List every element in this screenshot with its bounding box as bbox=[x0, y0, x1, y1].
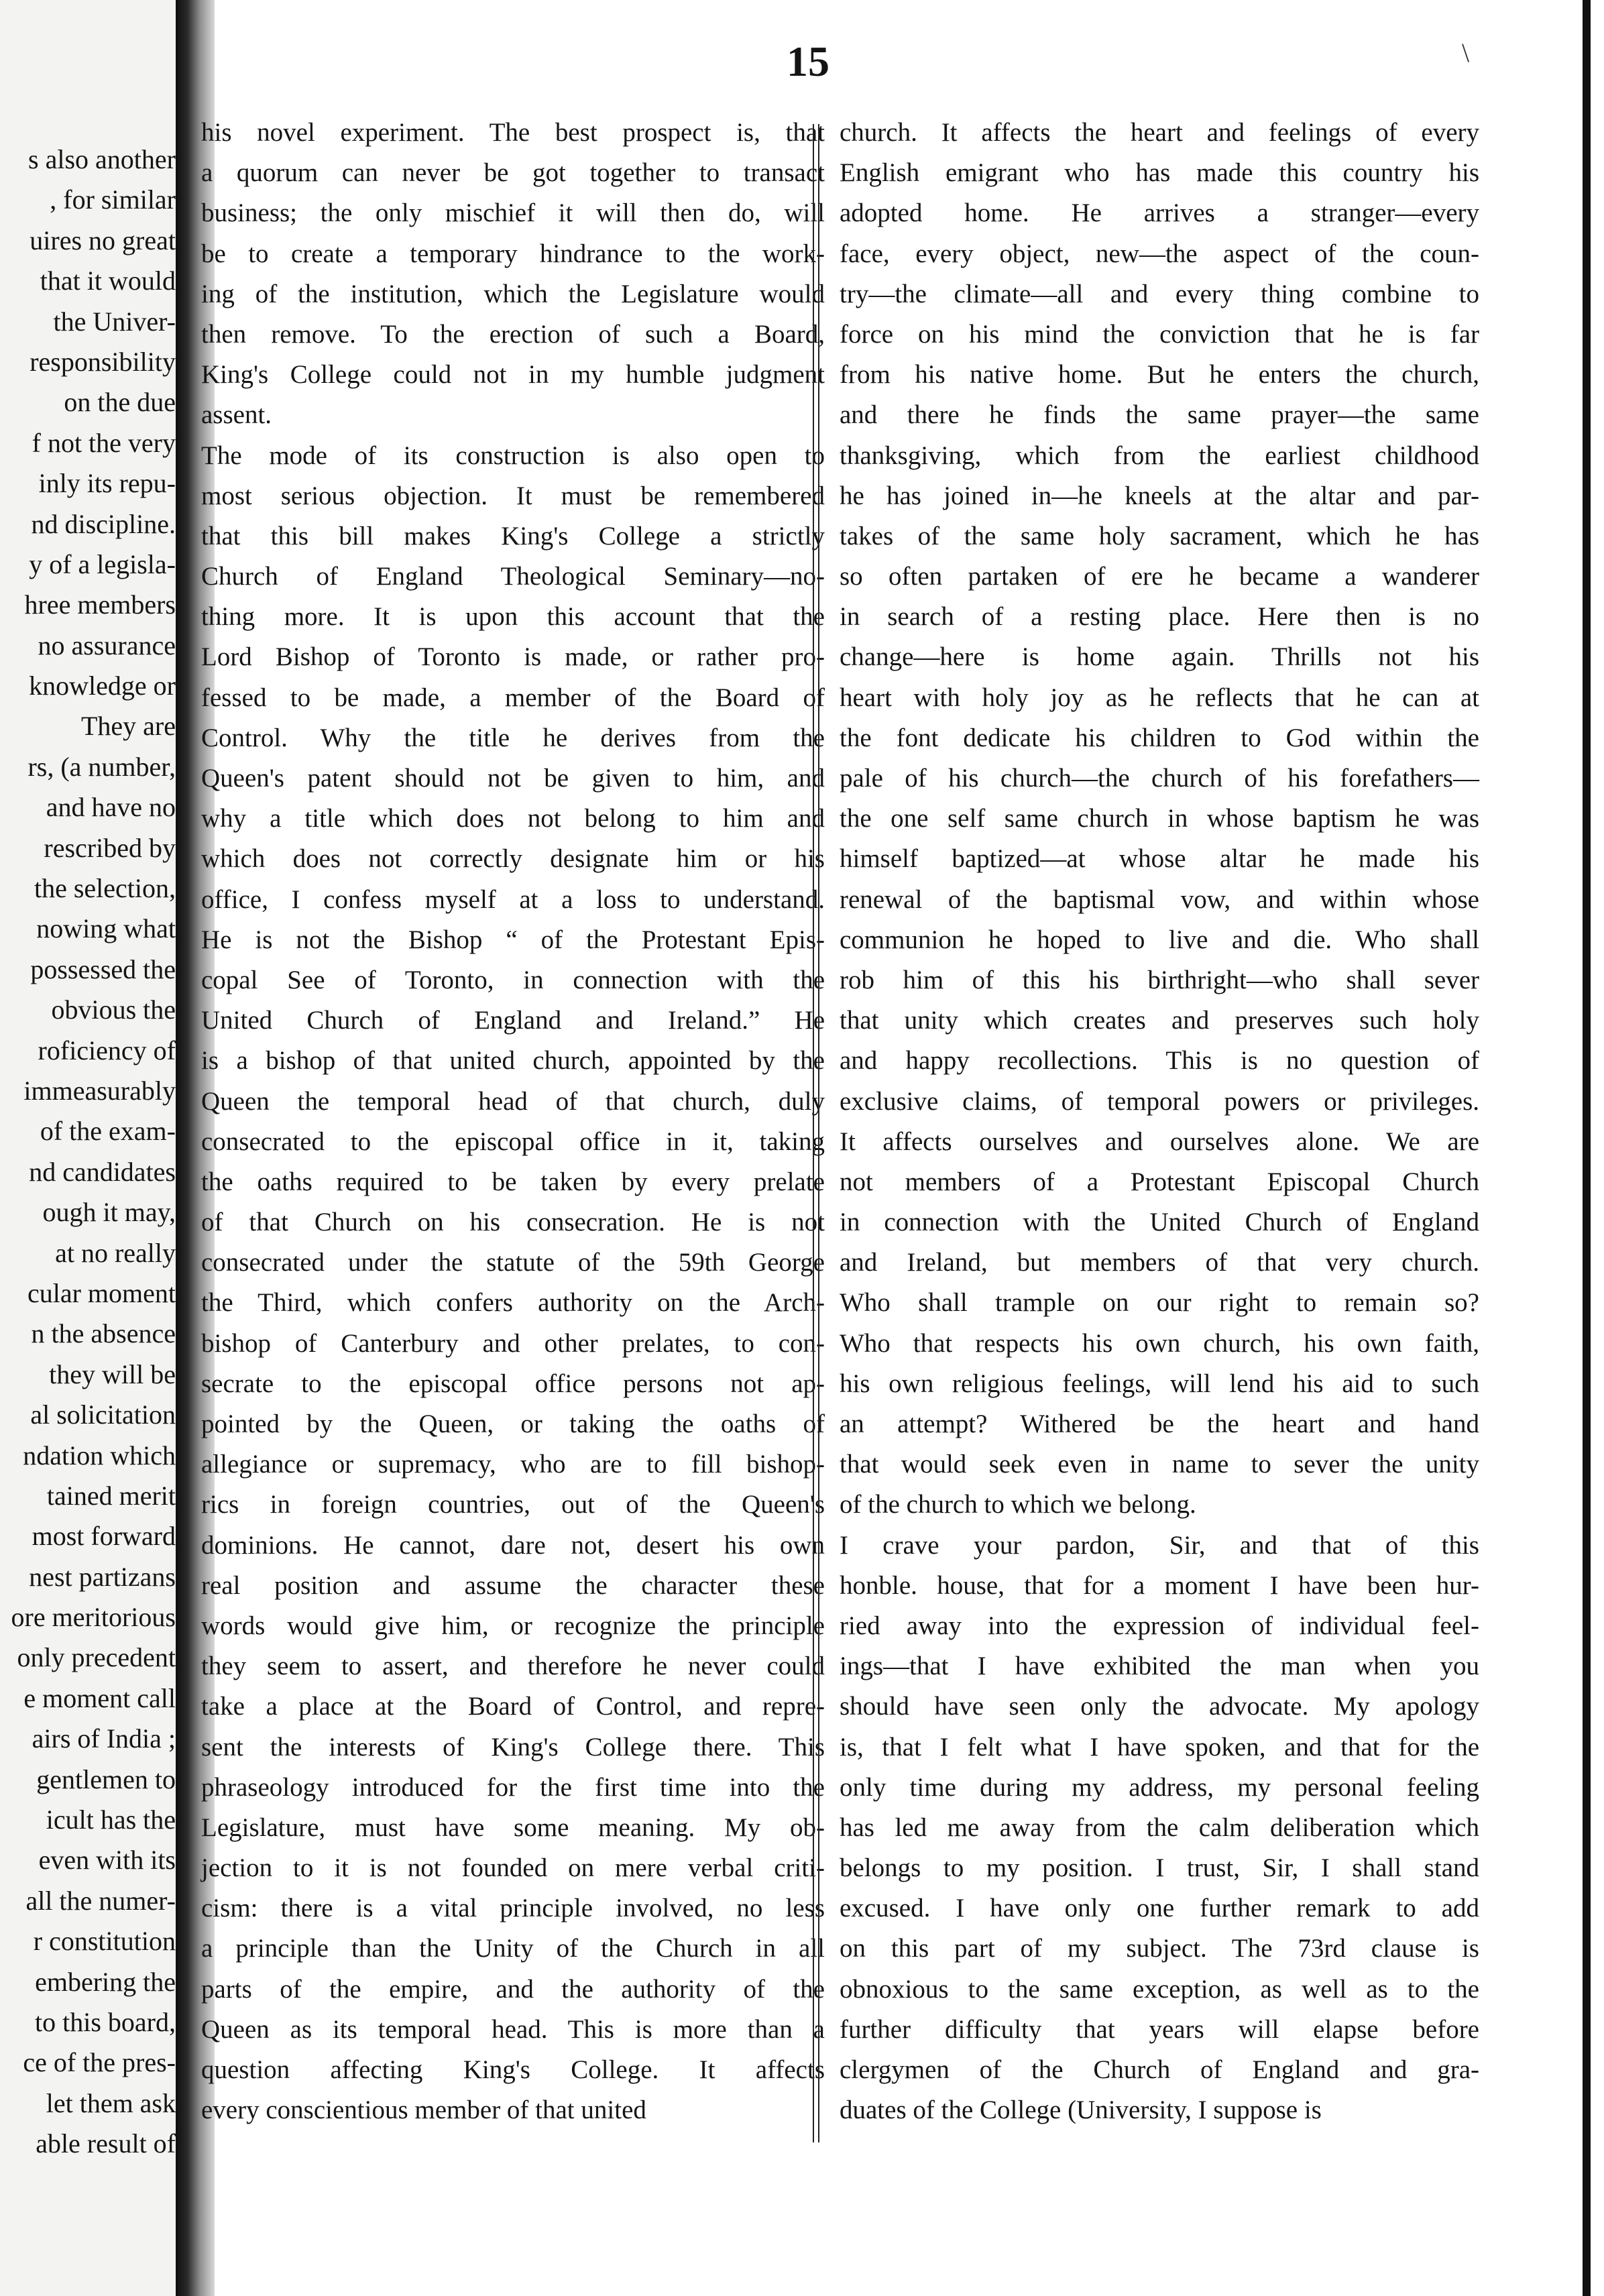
text-line: Lord Bishop of Toronto is made, or rather pro- bbox=[201, 642, 825, 672]
previous-page-line: nowing what bbox=[36, 913, 176, 944]
text-line: a quorum can never be got together to transact bbox=[201, 158, 825, 188]
text-line: adopted home. He arrives a stranger—every bbox=[840, 198, 1479, 228]
text-line: King's College could not in my humble judgment bbox=[201, 360, 825, 390]
text-line: the oaths required to be taken by every prelate bbox=[201, 1167, 825, 1196]
text-line: Queen the temporal head of that church, duly bbox=[201, 1086, 825, 1116]
previous-page-line: ore meritorious bbox=[11, 1602, 176, 1633]
text-line: Control. Why the title he derives from the bbox=[201, 723, 825, 752]
previous-page-line: inly its repu- bbox=[38, 468, 176, 499]
text-line: assent. bbox=[201, 400, 272, 430]
left-text-column bbox=[201, 113, 825, 2130]
text-line: an attempt? Withered be the heart and hand bbox=[840, 1410, 1479, 1438]
text-line: ried away into the expression of individual feel- bbox=[840, 1611, 1479, 1640]
text-line: clergymen of the Church of England and gra- bbox=[840, 2055, 1479, 2084]
text-line: on this part of my subject. The 73rd clause is bbox=[840, 1934, 1479, 1963]
text-line: thing more. It is upon this account that the bbox=[201, 602, 825, 632]
previous-page-line: nest partizans bbox=[29, 1561, 176, 1592]
text-line: He is not the Bishop “ of the Protestant Epis- bbox=[201, 925, 825, 954]
previous-page-line: ndation which bbox=[23, 1440, 176, 1471]
text-line: he has joined in—he kneels at the altar and par- bbox=[840, 481, 1479, 510]
text-line: communion he hoped to live and die. Who shall bbox=[840, 925, 1479, 954]
previous-page-line: on the due bbox=[64, 387, 176, 418]
previous-page-line: possessed the bbox=[30, 954, 176, 984]
previous-page-line: al solicitation bbox=[30, 1399, 176, 1430]
previous-page-line: the selection, bbox=[34, 873, 176, 904]
previous-page-line: and have no bbox=[46, 792, 176, 823]
previous-page-line: n the absence bbox=[31, 1318, 176, 1349]
previous-page-line: hree members bbox=[24, 589, 176, 620]
text-line: copal See of Toronto, in connection with the bbox=[201, 965, 825, 994]
text-line: which does not correctly designate him or his bbox=[201, 844, 825, 874]
text-line: should have seen only the advocate. My apology bbox=[840, 1692, 1479, 1721]
edge-mark: \ bbox=[1462, 38, 1470, 68]
previous-page-line: s also another bbox=[28, 144, 176, 174]
text-line: ings—that I have exhibited the man when you bbox=[840, 1652, 1479, 1681]
text-line: jection to it is not founded on mere verbal criti- bbox=[201, 1853, 825, 1883]
text-line: only time during my address, my personal feeling bbox=[840, 1772, 1479, 1802]
previous-page-line: icult has the bbox=[46, 1804, 176, 1835]
text-line: force on his mind the conviction that he is far bbox=[840, 319, 1479, 349]
text-line: why a title which does not belong to him and bbox=[201, 804, 825, 834]
text-line: fessed to be made, a member of the Board of bbox=[201, 683, 825, 712]
previous-page-line: roficiency of bbox=[38, 1035, 176, 1066]
previous-page-line: tained merit bbox=[46, 1480, 176, 1511]
text-line: business; the only mischief it will then do, will bbox=[201, 198, 825, 228]
previous-page-line: embering the bbox=[35, 1966, 176, 1997]
previous-page-line: y of a legisla- bbox=[29, 549, 176, 579]
previous-page-line: they will be bbox=[49, 1359, 176, 1389]
text-line: his novel experiment. The best prospect is, that bbox=[201, 118, 825, 147]
text-line: his own religious feelings, will lend his aid to such bbox=[840, 1369, 1479, 1398]
previous-page-line: immeasurably bbox=[23, 1075, 176, 1106]
text-line: obnoxious to the same exception, as well as to the bbox=[840, 1974, 1479, 2004]
text-line: not members of a Protestant Episcopal Church bbox=[840, 1167, 1479, 1196]
text-line: the font dedicate his children to God within the bbox=[840, 723, 1479, 752]
text-line: heart with holy joy as he reflects that he can at bbox=[840, 683, 1479, 712]
previous-page-line: uires no great bbox=[30, 225, 176, 255]
previous-page-line: They are bbox=[80, 711, 176, 742]
previous-page-line: ough it may, bbox=[42, 1197, 176, 1228]
text-line: and happy recollections. This is no question of bbox=[840, 1046, 1479, 1076]
text-line: be to create a temporary hindrance to the work- bbox=[201, 239, 825, 268]
text-line: in connection with the United Church of England bbox=[840, 1208, 1479, 1237]
text-line: The mode of its construction is also open to bbox=[201, 441, 825, 470]
text-line: Queen's patent should not be given to him, and bbox=[201, 764, 825, 793]
text-line: cism: there is a vital principle involved, no less bbox=[201, 1894, 825, 1923]
text-line: a principle than the Unity of the Church in all bbox=[201, 1934, 825, 1963]
text-line: Who shall trample on our right to remain so? bbox=[840, 1288, 1479, 1318]
paragraph bbox=[201, 436, 825, 2131]
text-line: pale of his church—the church of his forefathers— bbox=[840, 764, 1479, 793]
previous-page-line: of the exam- bbox=[40, 1116, 176, 1147]
previous-page-line: able result of bbox=[36, 2128, 176, 2159]
text-line: thanksgiving, which from the earliest childhood bbox=[840, 441, 1479, 470]
text-line: honble. house, that for a moment I have been hur- bbox=[840, 1570, 1479, 1600]
previous-page-line: even with its bbox=[38, 1845, 176, 1876]
text-line: face, every object, new—the aspect of the coun- bbox=[840, 239, 1479, 268]
text-line: himself baptized—at whose altar he made his bbox=[840, 844, 1479, 874]
previous-page-line: gentlemen to bbox=[36, 1764, 176, 1794]
text-line: takes of the same holy sacrament, which he has bbox=[840, 521, 1479, 551]
text-line: take a place at the Board of Control, and repre- bbox=[201, 1692, 825, 1721]
text-line: exclusive claims, of temporal powers or privileges. bbox=[840, 1086, 1479, 1116]
text-line: question affecting King's College. It affects bbox=[201, 2055, 825, 2084]
text-line: from his native home. But he enters the church, bbox=[840, 360, 1479, 390]
text-line: the Third, which confers authority on the Arch- bbox=[201, 1288, 825, 1318]
text-line: change—here is home again. Thrills not his bbox=[840, 642, 1479, 672]
text-line: and Ireland, but members of that very church. bbox=[840, 1248, 1479, 1277]
text-line: consecrated to the episcopal office in it, taking bbox=[201, 1127, 825, 1156]
text-line: Who that respects his own church, his own faith, bbox=[840, 1328, 1479, 1358]
text-line: they seem to assert, and therefore he never could bbox=[201, 1652, 825, 1681]
text-line: that would seek even in name to sever the unity bbox=[840, 1450, 1479, 1479]
text-line: most serious objection. It must be remembered bbox=[201, 481, 825, 510]
previous-page-line: rs, (a number, bbox=[27, 751, 176, 782]
text-line: and there he finds the same prayer—the same bbox=[840, 400, 1479, 430]
text-line: renewal of the baptismal vow, and within whose bbox=[840, 884, 1479, 914]
right-text-column bbox=[840, 113, 1479, 2130]
previous-page-line: e moment call bbox=[23, 1682, 176, 1713]
text-line: Church of England Theological Seminary—no- bbox=[201, 562, 825, 591]
previous-page-line: at no really bbox=[55, 1237, 176, 1268]
text-line: words would give him, or recognize the principle bbox=[201, 1611, 825, 1640]
text-line: is, that I felt what I have spoken, and that for the bbox=[840, 1732, 1479, 1762]
text-line: duates of the College (University, I suppose is bbox=[840, 2096, 1322, 2125]
text-line: It affects ourselves and ourselves alone. We are bbox=[840, 1127, 1479, 1156]
previous-page-line: most forward bbox=[32, 1521, 176, 1552]
text-line: pointed by the Queen, or taking the oaths of bbox=[201, 1410, 825, 1438]
text-line: church. It affects the heart and feelings of every bbox=[840, 118, 1479, 147]
text-line: dominions. He cannot, dare not, desert his own bbox=[201, 1530, 825, 1560]
text-line: rics in foreign countries, out of the Queen's bbox=[201, 1490, 825, 1519]
previous-page-fragment bbox=[0, 0, 176, 2296]
text-line: sent the interests of King's College there. This bbox=[201, 1732, 825, 1762]
text-line: real position and assume the character these bbox=[201, 1570, 825, 1600]
text-line: has led me away from the calm deliberation which bbox=[840, 1813, 1479, 1842]
text-line: ing of the institution, which the Legislature would bbox=[201, 279, 825, 308]
page-number: 15 bbox=[787, 38, 829, 85]
page-edge bbox=[1583, 0, 1591, 2296]
previous-page-line: nd discipline. bbox=[31, 508, 176, 539]
previous-page-column bbox=[0, 139, 176, 2165]
text-line: that unity which creates and preserves such holy bbox=[840, 1006, 1479, 1035]
text-line: consecrated under the statute of the 59th George bbox=[201, 1248, 825, 1277]
previous-page-line: rescribed by bbox=[44, 832, 176, 863]
text-line: then remove. To the erection of such a Board, bbox=[201, 319, 825, 349]
previous-page-line: let them ask bbox=[46, 2087, 176, 2118]
previous-page-line: knowledge or bbox=[29, 671, 176, 701]
text-line: phraseology introduced for the first time into the bbox=[201, 1772, 825, 1802]
text-line: United Church of England and Ireland.” He bbox=[201, 1006, 825, 1035]
text-line: bishop of Canterbury and other prelates, to con- bbox=[201, 1328, 825, 1358]
text-line: secrate to the episcopal office persons not ap- bbox=[201, 1369, 825, 1398]
text-line: of that Church on his consecration. He is not bbox=[201, 1208, 825, 1237]
previous-page-line: cular moment bbox=[27, 1277, 176, 1308]
previous-page-line: , for similar bbox=[50, 184, 176, 215]
text-line: office, I confess myself at a loss to understand. bbox=[201, 884, 825, 914]
text-line: excused. I have only one further remark to add bbox=[840, 1894, 1479, 1923]
text-line: try—the climate—all and every thing combine to bbox=[840, 279, 1479, 308]
text-line: of the church to which we belong. bbox=[840, 1490, 1196, 1519]
text-line: I crave your pardon, Sir, and that of this bbox=[840, 1530, 1479, 1560]
previous-page-line: no assurance bbox=[38, 630, 176, 661]
text-line: in search of a resting place. Here then is no bbox=[840, 602, 1479, 632]
text-line: English emigrant who has made this country his bbox=[840, 158, 1479, 188]
text-line: parts of the empire, and the authority of the bbox=[201, 1974, 825, 2004]
paragraph bbox=[840, 1526, 1479, 2131]
text-line: allegiance or supremacy, who are to fill bishop- bbox=[201, 1450, 825, 1479]
previous-page-line: airs of India ; bbox=[32, 1723, 176, 1754]
text-line: further difficulty that years will elapse before bbox=[840, 2014, 1479, 2044]
previous-page-line: the Univer- bbox=[53, 306, 176, 337]
previous-page-line: ce of the pres- bbox=[23, 2047, 176, 2078]
previous-page-line: obvious the bbox=[51, 994, 176, 1025]
text-line: is a bishop of that united church, appointed by the bbox=[201, 1046, 825, 1076]
text-line: the one self same church in whose baptism he was bbox=[840, 804, 1479, 834]
text-line: rob him of this his birthright—who shall sever bbox=[840, 965, 1479, 994]
previous-page-line: f not the very bbox=[32, 427, 176, 458]
text-line: belongs to my position. I trust, Sir, I shall stand bbox=[840, 1853, 1479, 1883]
text-line: that this bill makes King's College a strictly bbox=[201, 521, 825, 551]
text-line: so often partaken of ere he became a wanderer bbox=[840, 562, 1479, 591]
text-line: Legislature, must have some meaning. My ob- bbox=[201, 1813, 825, 1842]
paragraph bbox=[840, 113, 1479, 1526]
previous-page-line: r constitution bbox=[33, 1926, 176, 1957]
previous-page-line: to this board, bbox=[35, 2006, 176, 2037]
paragraph bbox=[201, 113, 825, 436]
column-divider-rule bbox=[813, 124, 819, 2142]
text-line: Queen as its temporal head. This is more than a bbox=[201, 2014, 825, 2044]
text-line: every conscientious member of that united bbox=[201, 2096, 646, 2125]
previous-page-line: all the numer- bbox=[25, 1885, 176, 1916]
previous-page-line: responsibility bbox=[30, 346, 176, 377]
previous-page-line: only precedent bbox=[17, 1642, 176, 1673]
previous-page-line: that it would bbox=[40, 266, 176, 296]
previous-page-line: nd candidates bbox=[29, 1156, 176, 1187]
